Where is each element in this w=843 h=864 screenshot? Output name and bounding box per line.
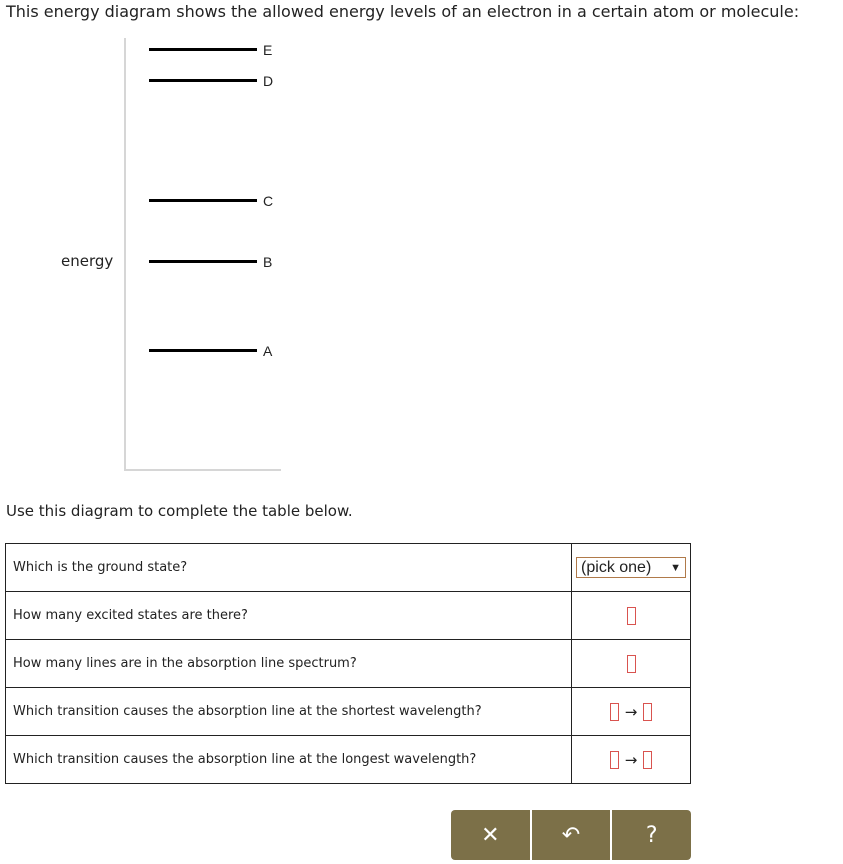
energy-level-line-d [149,79,257,82]
undo-icon: ↶ [561,822,581,848]
excited-states-input[interactable] [627,607,636,625]
question-text: Which transition causes the absorption line at the longest wavelength? [6,736,572,784]
question-text: Which transition causes the absorption line at the shortest wavelength? [6,688,572,736]
question-text: How many lines are in the absorption line spectrum? [6,640,572,688]
energy-level-label-b: B [263,254,273,270]
shortest-transition-to-input[interactable] [643,703,652,721]
intro-text: This energy diagram shows the allowed energy levels of an electron in a certain atom or molecule: [6,2,800,21]
question-text: How many excited states are there? [6,592,572,640]
energy-axis-label: energy [61,252,114,270]
transition-arrow-icon: → [624,703,638,722]
answer-cell [572,592,691,640]
energy-level-label-e: E [263,42,273,58]
answer-cell [572,736,691,784]
table-row [6,592,691,640]
table-row [6,640,691,688]
energy-level-label-d: D [263,73,274,89]
instruction-text: Use this diagram to complete the table below. [6,502,353,520]
close-icon: ✕ [481,822,500,848]
longest-transition-from-input[interactable] [610,751,619,769]
baseline-axis [124,469,281,471]
answer-cell [572,640,691,688]
question-table [5,543,691,784]
energy-level-label-a: A [263,343,273,359]
help-button[interactable] [610,810,691,860]
longest-transition-to-input[interactable] [643,751,652,769]
select-placeholder: (pick one) [581,558,652,576]
energy-axis [124,38,126,470]
table-row [6,688,691,736]
dropdown-arrow-icon: ▼ [670,561,682,574]
answer-toolbar [451,810,691,860]
help-icon: ? [645,822,658,848]
answer-cell [572,544,691,592]
energy-level-label-c: C [263,193,274,209]
table-row [6,544,691,592]
transition-arrow-icon: → [624,751,638,770]
energy-level-line-b [149,260,257,263]
energy-level-line-e [149,48,257,51]
energy-level-line-a [149,349,257,352]
answer-cell [572,688,691,736]
undo-button[interactable] [530,810,611,860]
question-text: Which is the ground state? [6,544,572,592]
clear-button[interactable] [451,810,530,860]
shortest-transition-from-input[interactable] [610,703,619,721]
ground-state-select[interactable] [576,557,686,578]
absorption-lines-input[interactable] [627,655,636,673]
energy-level-line-c [149,199,257,202]
table-row [6,736,691,784]
